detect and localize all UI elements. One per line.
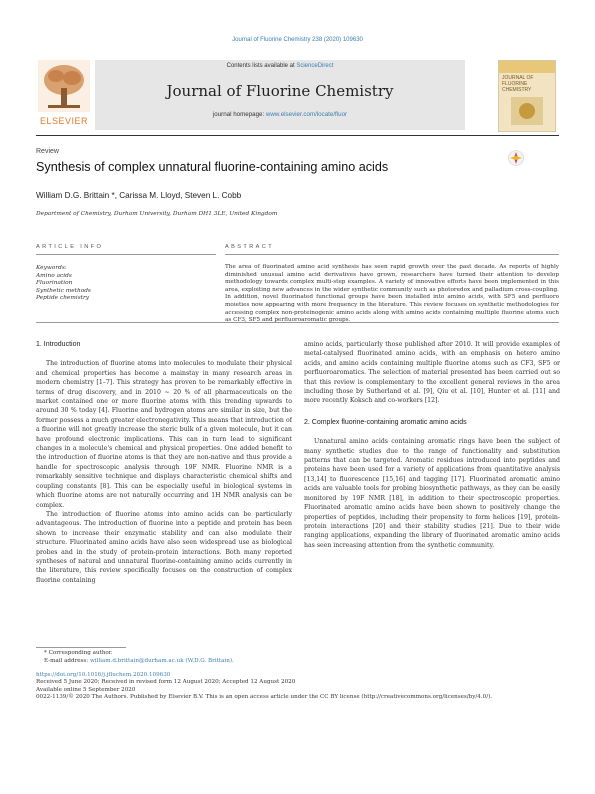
abstract-heading: ABSTRACT	[225, 244, 275, 250]
email-line	[44, 658, 234, 665]
keyword: Synthetic methods	[36, 287, 91, 294]
sciencedirect-link[interactable]: ScienceDirect	[296, 63, 334, 69]
homepage-prefix: journal homepage:	[212, 111, 265, 118]
keyword: Peptide chemistry	[36, 295, 90, 302]
article-title: Synthesis of complex unnatural fluorine-containing amino acids	[36, 160, 389, 174]
article-type: Review	[36, 148, 59, 155]
license-line[interactable]: 0022-1139/© 2020 The Authors. Published by Elsevier B.V. This is an open access article under the CC BY license (http://creativecommons.org/licenses/by/4.0/).	[36, 694, 493, 701]
publication-meta	[36, 672, 492, 702]
section-heading: 2. Complex fluorine-containing aromatic amino acids	[304, 418, 467, 426]
article-info-heading: ARTICLE INFO	[36, 244, 104, 250]
publisher-name: ELSEVIER	[39, 116, 89, 126]
affiliation: Department of Chemistry, Durham University, Durham DH1 3LE, United Kingdom	[36, 211, 278, 217]
paragraph: The introduction of fluorine atoms into molecules to modulate their physical and chemical properties has become a mainstay in many research areas in modern chemistry [1–7]. This strategy has proven to be remarkably effective in terms of drug discovery, and in 2010 ~ 20 % of all pharmaceuticals on the market contained one or more fluorine atoms with this trending upwards to around 30 % today [4]. Fluorine and hydrogen atoms are similar in size, but the former possess a much greater electronegativity. This means that introduction of a fluorine will not greatly increase the steric bulk of a given molecule, but it can have profound electronic implications. This can in turn lead to significant changes in a molecule's chemical and physical properties. One added benefit to the introduction of fluorine atoms is that they are non-native and thus provide a handle for spectroscopic analysis through 19F NMR. Fluorine NMR is a remarkably sensitive technique and displays characteristic chemical shifts and coupling constants [8]. This can be especially useful in biological systems in which fluorine atoms are not naturally occurring and 1H NMR analysis can be complex.	[36, 360, 292, 509]
body-column-right	[304, 340, 560, 640]
received-line: Received 5 June 2020; Received in revised form 12 August 2020; Accepted 12 August 2020	[36, 679, 296, 686]
journal-cover-thumbnail	[498, 60, 556, 132]
keyword: Amino acids	[36, 272, 72, 279]
paragraph: amino acids, particularly those published after 2010. It will provide examples of metal-catalysed fluorinated amino acids, with an emphasis on hetero amino acids, and amino acids containing multiple fluorine atoms such as CF3, SF5 or perfluoroaromatics. The selection of material presented has been carried out so that this review is complementary to the excellent general reviews in the area including those by Sutherland et al. [9], Qiu et al. [10], Hunter et al. [11] and more recently Koksch and co-workers [12].	[304, 341, 560, 405]
email-link[interactable]: william.d.brittain@durham.ac.uk (W.D.G. Brittain).	[89, 658, 234, 664]
journal-reference[interactable]: Journal of Fluorine Chemistry 238 (2020) 109630	[232, 37, 363, 43]
footnote-rule	[36, 647, 126, 648]
abstract-bottom-rule	[36, 322, 559, 323]
cover-line: FLUORINE	[502, 81, 528, 87]
cover-title	[502, 75, 533, 93]
elsevier-tree-logo	[38, 60, 90, 112]
cover-line: CHEMISTRY	[502, 87, 532, 93]
cover-band	[499, 61, 555, 73]
contents-line	[95, 63, 465, 69]
paragraph: Unnatural amino acids containing aromatic rings have been the subject of many synthetic studies due to the range of functionality and substitution patterns that can be targeted. Aromatic residues introduced into peptides and proteins have been used for a variety of applications from quantitative analysis [13,14] to fluorescence [15,16] and tagging [17]. Fluorinated aromatic amino acids are valuable tools for probing biosynthetic pathways, as they can be easily monitored by 19F NMR [18], in addition to their spectroscopic properties. Fluorinated aromatic amino acids have been shown to positively change the properties of peptides, including their propensity to form helices [19], protein-protein interactions [20] and their stability studies [21]. Due to their wide ranging applications, expanding the library of fluorinated aromatic amino acids has seen increasing attention from the synthetic community.	[304, 438, 560, 549]
header-rule	[36, 135, 559, 136]
keyword: Fluorination	[36, 280, 73, 287]
abstract-text: The area of fluorinated amino acid synthesis has seen rapid growth over the past decade. As reports of highly diminished unusual amino acid derivatives have grown, researchers have turned their attention to develop methodology towards complex multi-step examples. A variety of innovative efforts have been implemented in this area, exploiting new advances in the wider synthetic community such as photoredox and palladium cross-coupling. In addition, novel fluorinated functional groups have been installed into amino acids, with SF5 and perfluoro moieties now appearing with more frequency in the literature. This review focuses on synthetic methodologies for accessing complex non-proteinogenic amino acids along with amino acids containing multiple fluorine atoms such as CF3, SF5 and perfluoroaromatic groups.	[225, 264, 559, 324]
journal-banner	[95, 60, 465, 130]
body-column-left	[36, 340, 292, 640]
email-prefix: E-mail address:	[44, 658, 89, 664]
info-rule	[36, 254, 216, 255]
available-line: Available online 5 September 2020	[36, 686, 136, 693]
author-list: William D.G. Brittain *, Carissa M. Lloyd, Steven L. Cobb	[36, 191, 242, 200]
corresponding-note: * Corresponding author.	[44, 650, 113, 656]
contents-prefix: Contents lists available at	[226, 63, 295, 69]
crossmark-icon[interactable]	[508, 150, 524, 166]
journal-title: Journal of Fluorine Chemistry	[166, 82, 394, 100]
cover-line: JOURNAL OF	[502, 75, 534, 81]
homepage-link[interactable]: www.elsevier.com/locate/fluor	[265, 111, 348, 118]
paragraph: The introduction of fluorine atoms into amino acids can be particularly advantageous. The introduction of fluorine into a peptide and protein has been shown to increase their enzymatic stability and can also modulate their structure. Fluorinated amino acids have also seen widespread use as biological probes and in the study of protein-protein interactions. Both many reported syntheses of natural and unnatural fluorine-containing amino acids currently in the literature, this review specifically focuses on the construction of complex fluorine containing	[36, 510, 292, 584]
keywords-heading: Keywords:	[36, 265, 67, 271]
doi-link[interactable]: https://doi.org/10.1016/j.jfluchem.2020.109630	[36, 672, 171, 678]
homepage-line	[95, 111, 465, 118]
section-heading: 1. Introduction	[36, 341, 81, 348]
keywords-block	[36, 265, 91, 303]
cover-graphic	[511, 97, 543, 125]
abstract-rule	[225, 254, 559, 255]
